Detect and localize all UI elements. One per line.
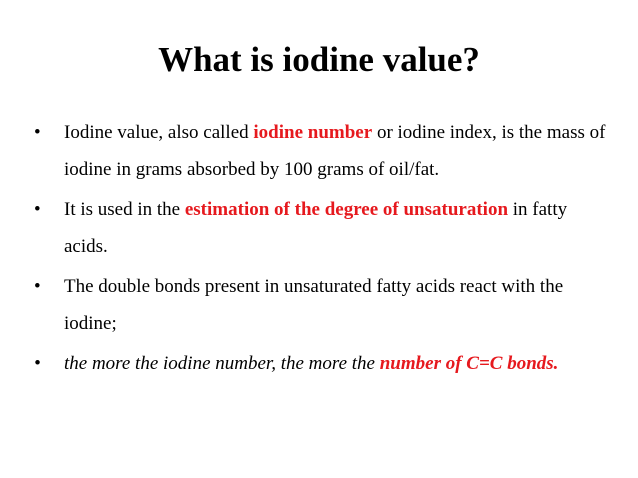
bullet-list (34, 114, 614, 385)
highlight-estimation-unsaturation: estimation of the degree of unsaturation (184, 199, 509, 220)
bullet-text: It is used in the (64, 199, 185, 220)
bullet-item-iodine-definition (34, 114, 614, 188)
bullet-text: or iodine index, is the mass of iodine in grams absorbed by 100 grams of oil/fat. (64, 122, 606, 180)
bullet-dot-icon: • (34, 276, 41, 297)
slide-title: What is iodine value? (158, 40, 480, 79)
bullet-text: Iodine value, also called (64, 122, 254, 143)
bullet-dot-icon: • (34, 122, 41, 143)
bullet-dot-icon: • (34, 353, 41, 374)
highlight-iodine-number: iodine number (253, 122, 373, 143)
highlight-number-of-cc-bonds: number of C=C bonds. (379, 353, 559, 374)
bullet-text: The double bonds present in unsaturated fatty acids react with the iodine; (64, 276, 564, 334)
bullet-item-iodine-cc-relation (34, 345, 614, 382)
bullet-item-double-bonds (34, 268, 614, 342)
bullet-dot-icon: • (34, 199, 41, 220)
bullet-text: in fatty acids. (64, 199, 568, 257)
bullet-item-unsaturation-use (34, 191, 614, 265)
bullet-text: the more the iodine number, the more the (64, 353, 380, 374)
